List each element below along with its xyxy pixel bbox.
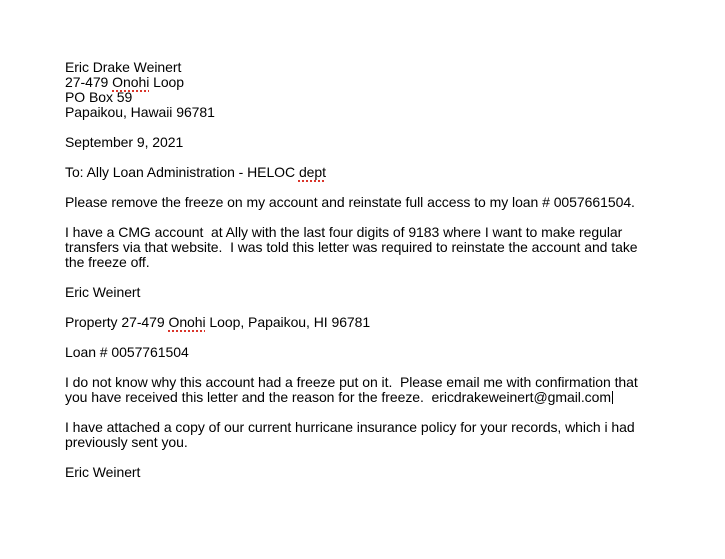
cmg-line-1: I have a CMG account at Ally with the last four digits of 9183 where I want to make regular	[65, 224, 623, 240]
sender-po-box: PO Box 59	[65, 89, 133, 105]
insurance-line-1: I have attached a copy of our current hurricane insurance policy for your records, which i had	[65, 419, 635, 435]
insurance-paragraph	[65, 420, 638, 450]
loan-number-block	[65, 345, 638, 360]
freeze-line-2-text: you have received this letter and the reason for the freeze. ericdrakeweinert@gmail.com	[65, 389, 611, 405]
loan-number-line: Loan # 0057761504	[65, 344, 189, 360]
request-paragraph	[65, 195, 638, 210]
misspelled-word-dept: dept	[298, 164, 326, 180]
freeze-line-2	[65, 390, 638, 405]
letter-text-area[interactable]	[65, 60, 638, 495]
sender-street-prefix: 27-479	[65, 74, 113, 90]
signature-end-block	[65, 465, 638, 480]
property-line	[65, 315, 638, 330]
property-block	[65, 315, 638, 330]
property-prefix: Property 27-479	[65, 314, 169, 330]
recipient-line	[65, 165, 638, 180]
date-block	[65, 135, 638, 150]
property-suffix: Loop, Papaikou, HI 96781	[205, 314, 371, 330]
sender-street-suffix: Loop	[149, 74, 185, 90]
letter-date: September 9, 2021	[65, 134, 184, 150]
cmg-account-paragraph	[65, 225, 638, 270]
signature-mid: Eric Weinert	[65, 284, 141, 300]
text-cursor	[612, 391, 614, 404]
freeze-reason-paragraph	[65, 375, 638, 405]
freeze-line-1: I do not know why this account had a freeze put on it. Please email me with confirmation that	[65, 374, 638, 390]
signature-mid-block	[65, 285, 638, 300]
insurance-line-2: previously sent you.	[65, 434, 188, 450]
misspelled-word-onohi-2: Onohi	[168, 314, 206, 330]
cmg-line-3: the freeze off.	[65, 254, 150, 270]
cmg-line-2: transfers via that website. I was told this letter was required to reinstate the account and take	[65, 239, 638, 255]
sender-name: Eric Drake Weinert	[65, 59, 182, 75]
misspelled-word-onohi: Onohi	[112, 74, 150, 90]
recipient-prefix: To: Ally Loan Administration - HELOC	[65, 164, 299, 180]
signature-end: Eric Weinert	[65, 464, 141, 480]
sender-address-block	[65, 60, 638, 120]
sender-city-state-zip: Papaikou, Hawaii 96781	[65, 104, 215, 120]
request-line: Please remove the freeze on my account and reinstate full access to my loan # 0057661504.	[65, 194, 635, 210]
sender-street-line	[65, 75, 638, 90]
recipient-block	[65, 165, 638, 180]
